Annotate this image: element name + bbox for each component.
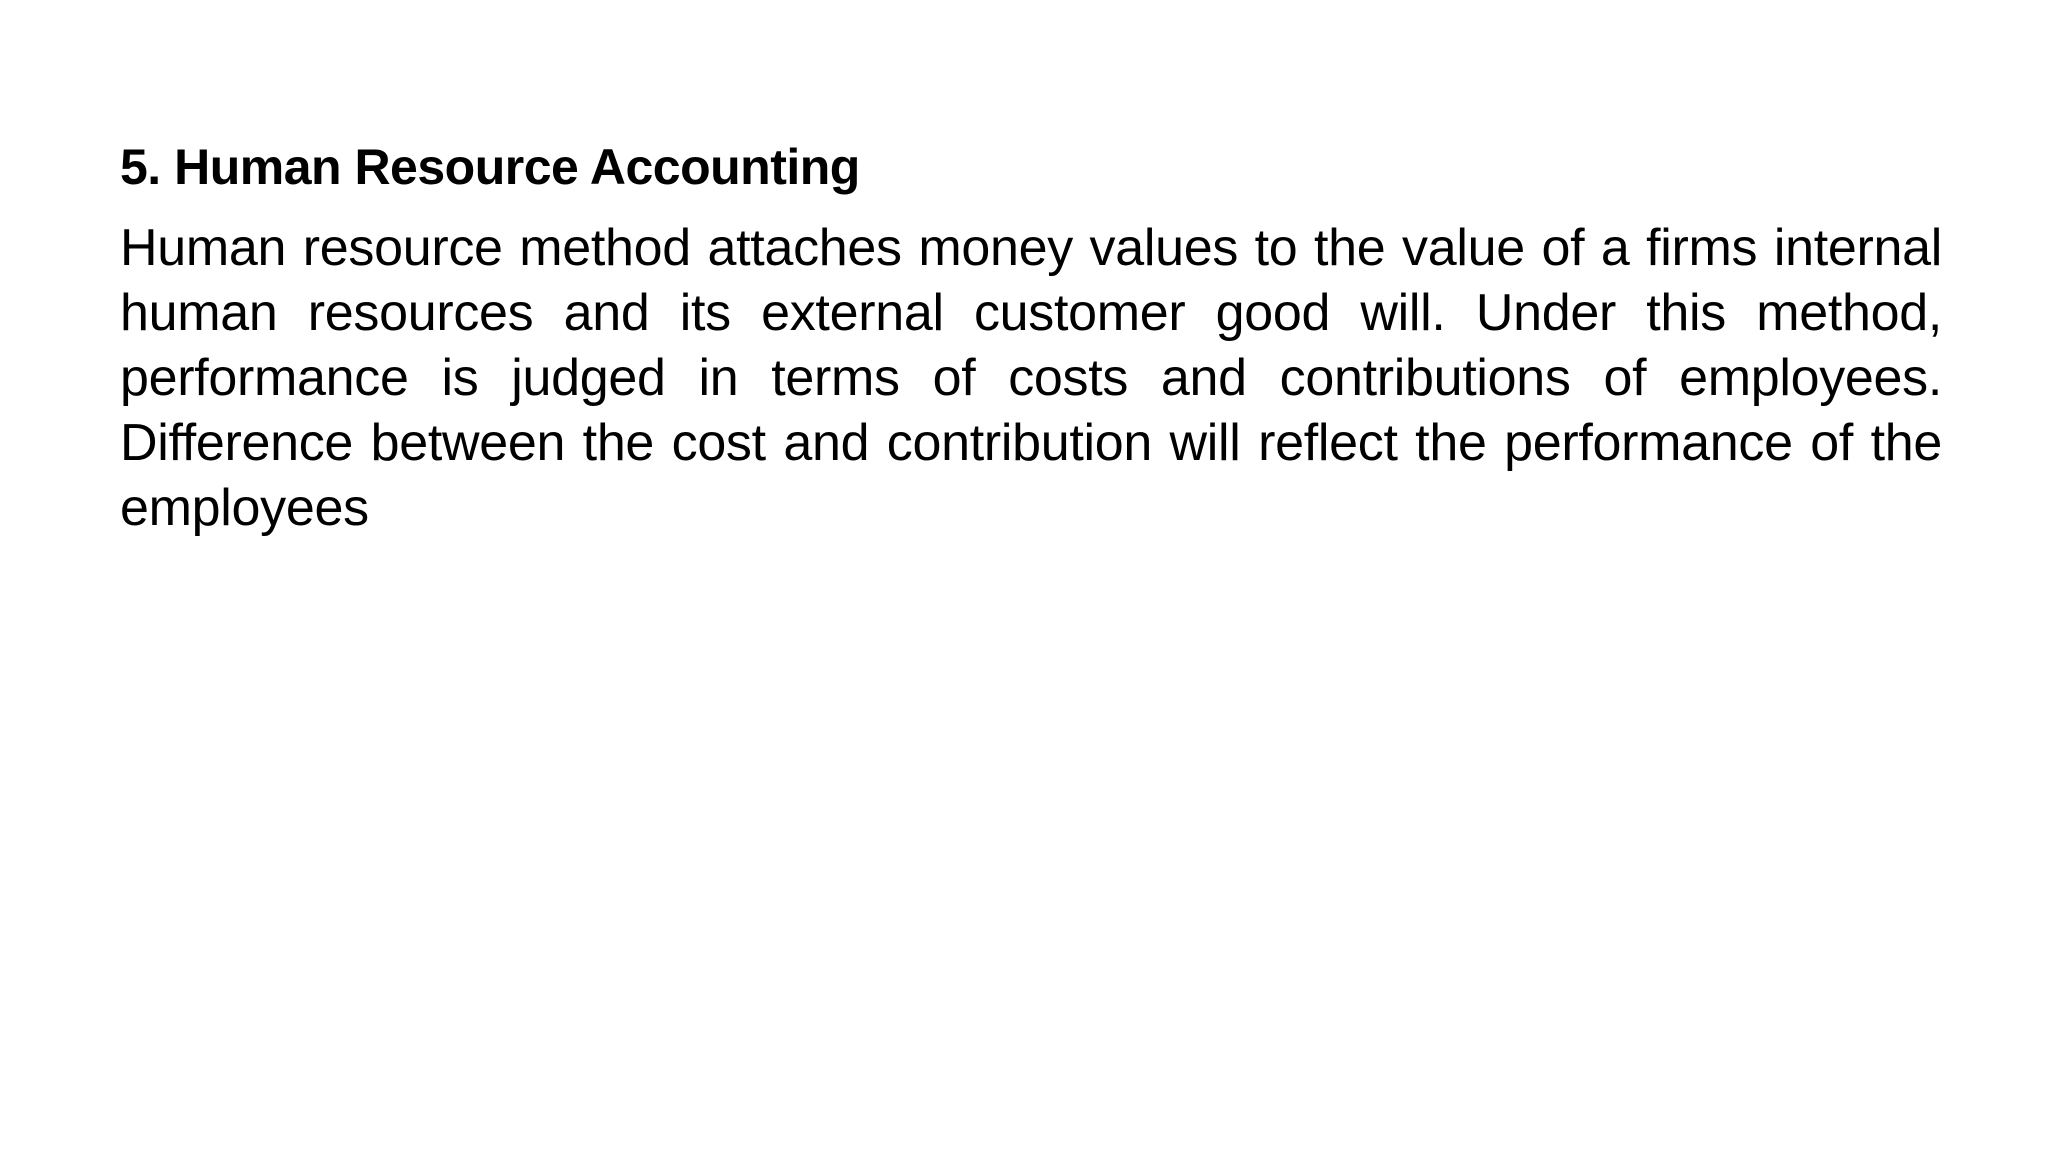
slide-heading: 5. Human Resource Accounting: [120, 139, 860, 195]
slide-body-paragraph: Human resource method attaches money values to the value of a firms internal human resources and its external customer good will. Under this method, performance is judged in terms of costs and contributions of employees. Difference between the cost and contribution will reflect the performance of the employees: [120, 219, 1942, 537]
slide-content: [120, 132, 1942, 541]
